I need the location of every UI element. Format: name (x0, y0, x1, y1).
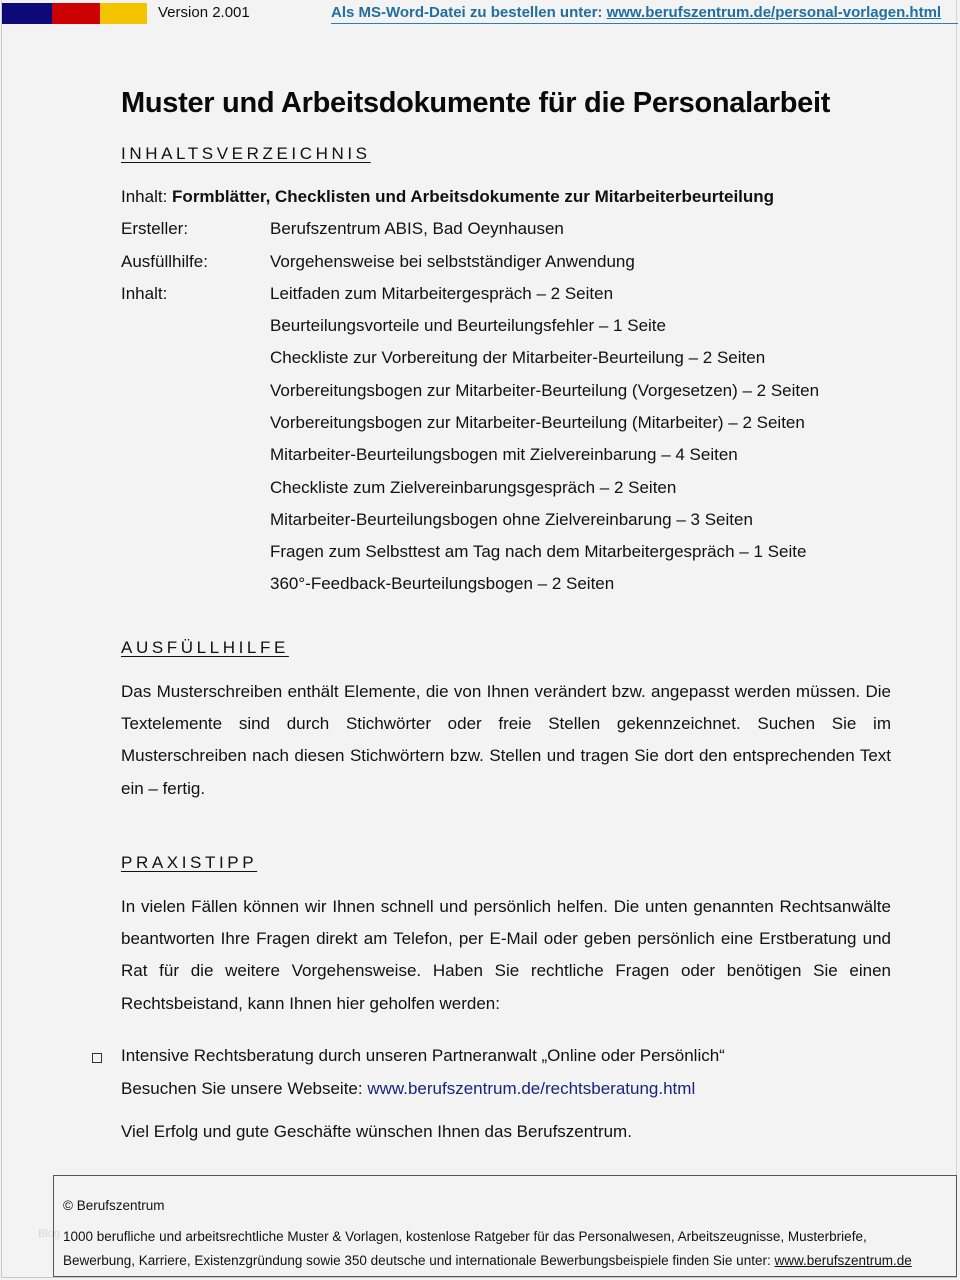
bullet-text: Intensive Rechtsberatung durch unseren Partneranwalt „Online oder Persönlich“ (121, 1046, 725, 1065)
visit-line (121, 1079, 695, 1099)
footer-line-2 (63, 1253, 912, 1268)
watermark: Blog (38, 1228, 61, 1240)
toc-item: Checkliste zum Zielvereinbarungsgespräch – 2 Seiten (270, 478, 677, 497)
logo-block-yellow (100, 3, 147, 24)
order-link[interactable]: www.berufszentrum.de/personal-vorlagen.html (606, 4, 942, 21)
header-divider (331, 23, 958, 24)
footer-box (53, 1175, 957, 1277)
footer-website-link[interactable]: www.berufszentrum.de (774, 1253, 912, 1268)
toc-item: Checkliste zur Vorbereitung der Mitarbeiter-Beurteilung – 2 Seiten (270, 348, 766, 367)
toc-item: Vorbereitungsbogen zur Mitarbeiter-Beurteilung (Mitarbeiter) – 2 Seiten (270, 413, 805, 432)
ausfuellhilfe-heading: AUSFÜLLHILFE (121, 638, 289, 657)
page-title: Muster und Arbeitsdokumente für die Personalarbeit (121, 87, 831, 119)
closing-text: Viel Erfolg und gute Geschäfte wünschen Ihnen das Berufszentrum. (121, 1122, 632, 1141)
visit-prefix: Besuchen Sie unsere Webseite: (121, 1079, 368, 1098)
toc-summary-label: Inhalt: (121, 187, 173, 206)
toc-item: Leitfaden zum Mitarbeitergespräch – 2 Seiten (270, 284, 614, 303)
order-notice (331, 4, 941, 21)
toc-item: Beurteilungsvorteile und Beurteilungsfehler – 1 Seite (270, 316, 666, 335)
meta-label-ersteller: Ersteller: (121, 219, 189, 238)
header-bar (0, 0, 960, 24)
meta-value-ersteller: Berufszentrum ABIS, Bad Oeynhausen (270, 219, 564, 238)
toc-item: Fragen zum Selbsttest am Tag nach dem Mitarbeitergespräch – 1 Seite (270, 542, 807, 561)
rechtsberatung-link[interactable]: www.berufszentrum.de/rechtsberatung.html (367, 1079, 696, 1098)
footer-line-2-text: Bewerbung, Karriere, Existenzgründung sowie 350 deutsche und internationale Bewerbungsbeispiele finden Sie unter: (63, 1253, 775, 1268)
toc-heading: INHALTSVERZEICHNIS (121, 144, 371, 163)
toc-item: Vorbereitungsbogen zur Mitarbeiter-Beurteilung (Vorgesetzen) – 2 Seiten (270, 381, 820, 400)
toc-summary-value: Formblätter, Checklisten und Arbeitsdokumente zur Mitarbeiterbeurteilung (172, 187, 775, 206)
meta-label-ausfuellhilfe: Ausfüllhilfe: (121, 252, 208, 271)
footer-copyright: © Berufszentrum (63, 1198, 165, 1213)
toc-summary (121, 187, 774, 207)
logo-block-red (52, 3, 100, 24)
order-prefix: Als MS-Word-Datei zu bestellen unter: (331, 4, 607, 21)
meta-value-ausfuellhilfe: Vorgehensweise bei selbstständiger Anwendung (270, 252, 635, 271)
footer-line-1: 1000 berufliche und arbeitsrechtliche Muster & Vorlagen, kostenlose Ratgeber für das Personalwesen, Arbeitszeugnisse, Musterbriefe, (63, 1229, 867, 1244)
logo-block-blue (2, 3, 52, 24)
toc-item: Mitarbeiter-Beurteilungsbogen ohne Zielvereinbarung – 3 Seiten (270, 510, 753, 529)
toc-item: Mitarbeiter-Beurteilungsbogen mit Zielvereinbarung – 4 Seiten (270, 445, 738, 464)
version-label: Version 2.001 (158, 4, 250, 21)
meta-label-inhalt: Inhalt: (121, 284, 168, 303)
toc-item: 360°-Feedback-Beurteilungsbogen – 2 Seiten (270, 574, 615, 593)
checkbox-bullet-icon (92, 1053, 102, 1063)
praxistipp-text: In vielen Fällen können wir Ihnen schnell und persönlich helfen. Die unten genannten Rechtsanwälte beantworten Ihre Fragen direkt am Telefon, per E-Mail oder geben persönlich eine Erstberatung und Rat für die weitere Vorgehensweise. Haben Sie rechtliche Fragen oder benötigen Sie einen Rechtsbeistand, kann Ihnen hier geholfen werden: (121, 897, 891, 1013)
ausfuellhilfe-text: Das Musterschreiben enthält Elemente, die von Ihnen verändert bzw. angepasst werden müssen. Die Textelemente sind durch Stichwörter oder freie Stellen gekennzeichnet. Suchen Sie im Musterschreiben nach diesen Stichwörtern bzw. Stellen und tragen Sie dort den entsprechenden Text ein – fertig. (121, 682, 891, 798)
praxistipp-heading: PRAXISTIPP (121, 853, 258, 872)
